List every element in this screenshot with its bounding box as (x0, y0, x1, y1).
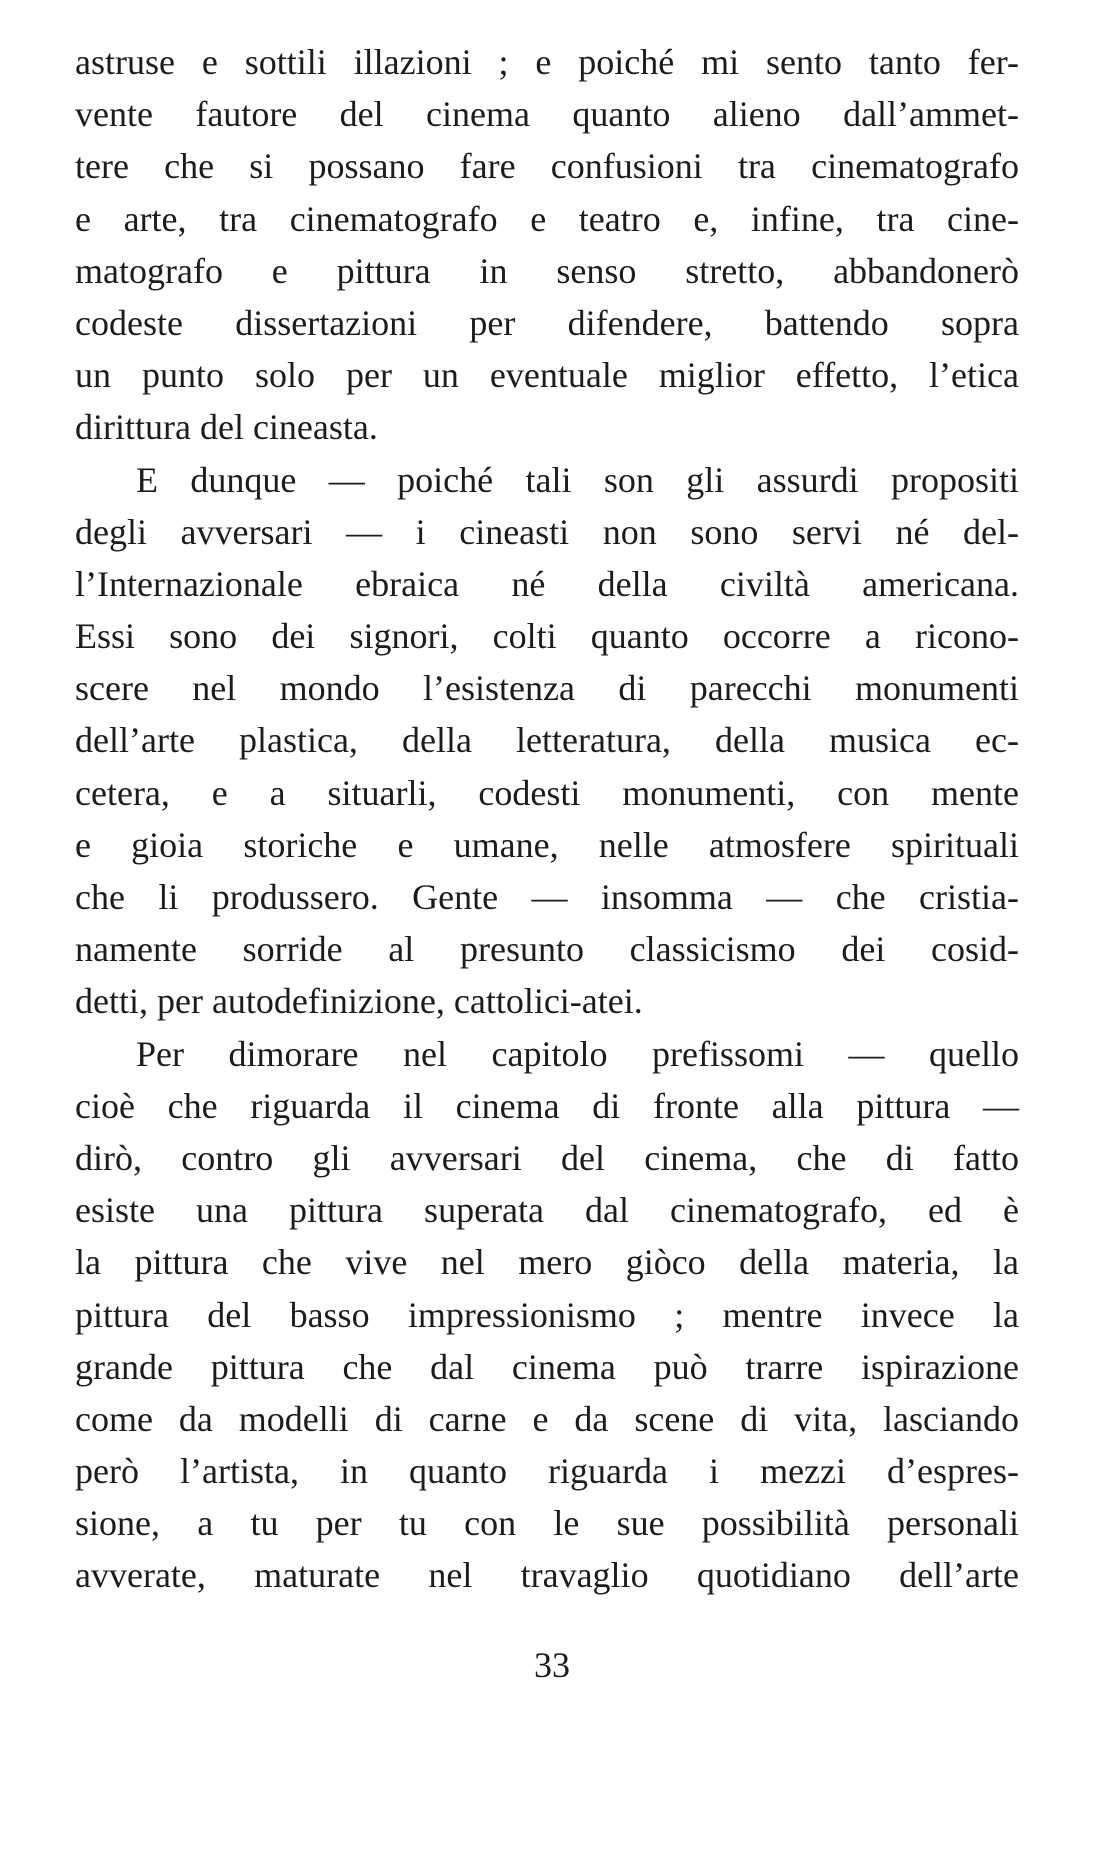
paragraph (75, 36, 1019, 454)
text-line: matografo e pittura in senso stretto, abbandonerò (75, 250, 1019, 291)
text-line: astruse e sottili illazioni ; e poiché mi sento tanto fer- (75, 42, 1019, 82)
text-line: sione, a tu per tu con le sue possibilità personali (75, 1503, 1019, 1544)
text-line: l’Internazionale ebraica né della civiltà americana. (75, 563, 1019, 604)
page-number: 33 (534, 1645, 570, 1685)
text-line: cetera, e a situarli, codesti monumenti, con mente (75, 772, 1019, 813)
text-line: che li produssero. Gente — insomma — che cristia- (75, 877, 1019, 917)
paragraph (75, 1028, 1019, 1602)
text-line: Essi sono dei signori, colti quanto occorre a ricono- (75, 616, 1019, 657)
text-line: vente fautore del cinema quanto alieno dall’ammet- (75, 94, 1019, 135)
text-line: cioè che riguarda il cinema di fronte alla pittura — (75, 1085, 1019, 1126)
text-line: e gioia storiche e umane, nelle atmosfere spirituali (75, 824, 1019, 865)
text-line: avverate, maturate nel travaglio quotidiano dell’arte (75, 1555, 1019, 1596)
text-line: pittura del basso impressionismo ; mentre invece la (75, 1294, 1019, 1335)
text-line: scere nel mondo l’esistenza di parecchi monumenti (75, 668, 1019, 709)
text-line: namente sorride al presunto classicismo dei cosid- (75, 929, 1019, 970)
body-text (75, 36, 1019, 1602)
text-line: esiste una pittura superata dal cinematografo, ed è (75, 1190, 1019, 1231)
paragraph (75, 454, 1019, 1028)
text-line: detti, per autodefinizione, cattolici-atei. (75, 981, 643, 1022)
text-line: degli avversari — i cineasti non sono servi né del- (75, 511, 1019, 552)
text-line: un punto solo per un eventuale miglior effetto, l’etica (75, 355, 1019, 396)
text-line: dirò, contro gli avversari del cinema, che di fatto (75, 1137, 1019, 1178)
text-line: E dunque — poiché tali son gli assurdi propositi (136, 459, 1019, 500)
text-line: dirittura del cineasta. (75, 407, 378, 448)
text-line: Per dimorare nel capitolo prefissomi — quello (136, 1033, 1019, 1074)
text-line: dell’arte plastica, della letteratura, della musica ec- (75, 720, 1019, 761)
text-line: codeste dissertazioni per difendere, battendo sopra (75, 302, 1019, 343)
text-line: però l’artista, in quanto riguarda i mezzi d’espres- (75, 1451, 1019, 1492)
text-line: grande pittura che dal cinema può trarre ispirazione (75, 1346, 1019, 1387)
text-line: come da modelli di carne e da scene di vita, lasciando (75, 1398, 1019, 1439)
text-line: la pittura che vive nel mero giòco della materia, la (75, 1242, 1019, 1283)
text-line: e arte, tra cinematografo e teatro e, infine, tra cine- (75, 198, 1019, 239)
text-line: tere che si possano fare confusioni tra cinematografo (75, 146, 1019, 187)
